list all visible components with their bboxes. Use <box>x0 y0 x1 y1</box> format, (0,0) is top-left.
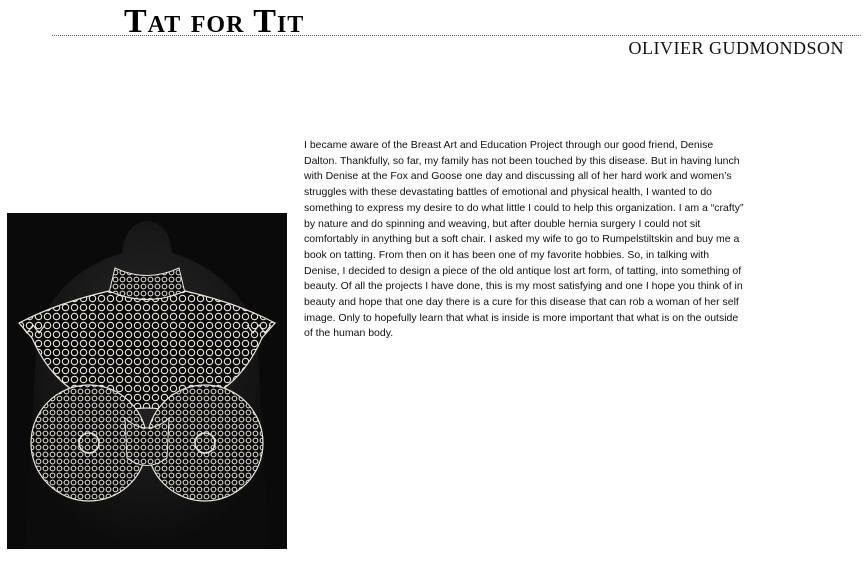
page-title: Tat for Tit <box>124 3 305 40</box>
artwork-photo <box>7 213 287 549</box>
article-body: I became aware of the Breast Art and Education Project through our good friend, Denise Dalton. Thankfully, so far, my family has not been touched by this disease. But in having lunch with Denise at the Fox and Goose one day and discussing all of her hard work and women’s struggles with these devastating battles of emotional and physical health, I wanted to do something to express my desire to do what little I could to help this organization. I am a “crafty” by nature and do spinning and weaving, but after double hernia surgery I could not sit comfortably in anything but a soft chair. I asked my wife to go to Rumpelstiltskin and buy me a book on tatting. From then on it has been one of my favorite hobbies. So, in talking with Denise, I decided to design a piece of the old antique lost art form, of tatting, into something of beauty. Of all the projects I have done, this is my most satisfying and one I hope you think of in beauty and hope that one day there is a cure for this disease that can rob a woman of her self image. Only to hopefully learn that what is inside is more important that what is on the outside of the human body. <box>304 139 744 340</box>
author-name: OLIVIER GUDMONDSON <box>628 38 844 58</box>
tatted-lace-necklace-image <box>7 213 287 549</box>
dotted-divider <box>52 35 861 36</box>
